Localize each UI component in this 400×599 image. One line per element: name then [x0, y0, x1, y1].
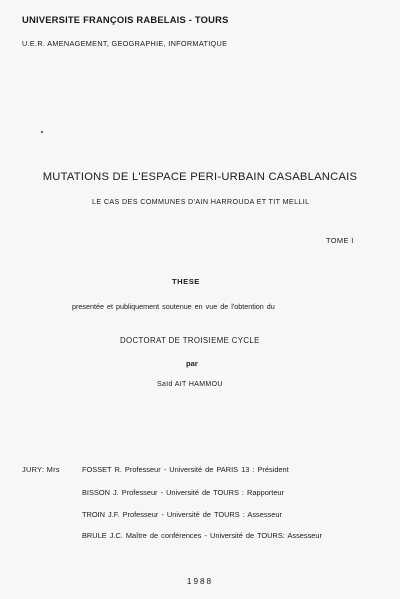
thesis-year: 1988 — [186, 577, 214, 586]
thesis-subtitle: LE CAS DES COMMUNES D'AIN HARROUDA ET TIT MELLIL — [92, 197, 310, 206]
thesis-label: THESE — [172, 277, 200, 286]
by-label: par — [186, 359, 198, 368]
ink-dot — [41, 131, 43, 133]
jury-member: BISSON J. Professeur - Université de TOURS : Rapporteur — [82, 488, 285, 497]
thesis-title: MUTATIONS DE L'ESPACE PERI-URBAIN CASABLANCAIS — [42, 171, 358, 183]
jury-member: FOSSET R. Professeur - Université de PARIS 13 : Président — [82, 465, 289, 474]
jury-label: JURY: Mrs — [22, 465, 60, 474]
author-name: Saïd AIT HAMMOU — [157, 381, 223, 388]
university-name: UNIVERSITE FRANÇOIS RABELAIS - TOURS — [22, 14, 229, 25]
presentation-text: presentée et publiquement soutenue en vue de l'obtention du — [72, 302, 275, 311]
faculty-name: U.E.R. AMENAGEMENT, GEOGRAPHIE, INFORMATIQUE — [22, 39, 228, 48]
jury-member: BRULE J.C. Maître de conférences - Université de TOURS: Assesseur — [82, 531, 322, 540]
jury-member: TROIN J.F. Professeur - Université de TOURS : Assesseur — [82, 510, 282, 519]
degree-title: DOCTORAT DE TROISIEME CYCLE — [120, 336, 260, 345]
volume-label: TOME I — [326, 236, 354, 245]
